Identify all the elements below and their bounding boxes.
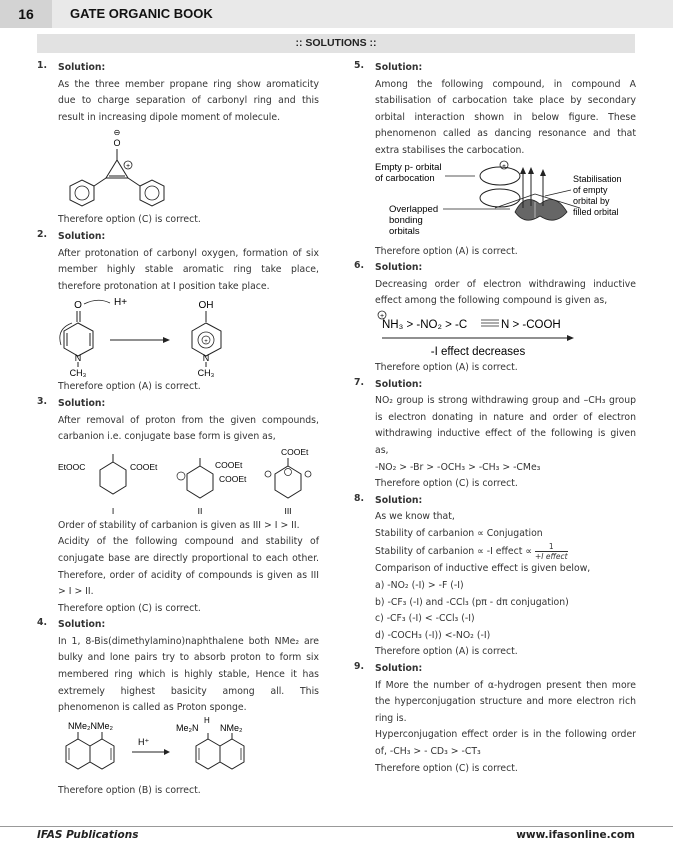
left-column xyxy=(37,60,319,799)
svg-text:of carbocation: of carbocation xyxy=(375,172,435,184)
svg-text:N > -COOH: N > -COOH xyxy=(501,318,561,331)
solution-line: Acidity of the following compound and stability of conjugate base are directly proportional to each other. Therefore, order of acidity of compounds is given as III > I > II. xyxy=(58,536,319,598)
solution-answer: Therefore option (C) is correct. xyxy=(375,478,518,490)
svg-text:COOEt: COOEt xyxy=(130,461,158,472)
solution-line: As we know that, xyxy=(375,511,455,523)
fraction-prefix: Stability of carbanion ∝ -I effect ∝ xyxy=(375,546,532,558)
svg-text:N: N xyxy=(74,353,82,364)
svg-text:H⁺: H⁺ xyxy=(138,736,150,747)
solution-line: c) -CF₃ (-I) < -CCl₃ (-I) xyxy=(375,613,475,625)
solution-title: Solution: xyxy=(375,62,423,73)
svg-text:CH₃: CH₃ xyxy=(69,368,87,379)
solution-text: If More the number of α-hydrogen present then more the hyperconjugation structure and more electron rich ring is. xyxy=(375,679,636,724)
svg-text:NMe₂NMe₂: NMe₂NMe₂ xyxy=(68,720,113,731)
carbanion-figure xyxy=(58,446,323,518)
svg-text:II: II xyxy=(197,505,203,516)
svg-text:III: III xyxy=(284,505,292,516)
book-title: GATE ORGANIC BOOK xyxy=(70,6,213,21)
svg-text:Me₂N: Me₂N xyxy=(176,722,199,733)
solution-number: 1. xyxy=(37,60,48,71)
page-header xyxy=(0,0,673,28)
svg-text:bonding: bonding xyxy=(389,214,423,226)
svg-text:H+: H+ xyxy=(114,297,128,309)
right-column xyxy=(354,60,636,777)
pyridone-protonation-figure xyxy=(58,295,318,379)
proton-sponge-figure xyxy=(58,717,308,783)
solution-4 xyxy=(37,617,319,799)
svg-text:EtOOC: EtOOC xyxy=(58,461,86,472)
solution-line: Comparison of inductive effect is given below, xyxy=(375,563,591,575)
solution-answer: Therefore option (A) is correct. xyxy=(58,381,201,393)
solution-title: Solution: xyxy=(375,378,423,390)
solution-line: b) -CF₃ (-I) and -CCl₃ (pπ - dπ conjugation) xyxy=(375,596,569,608)
solution-answer: Therefore option (A) is correct. xyxy=(375,245,518,257)
solution-text: After protonation of carbonyl oxygen, formation of six member highly stable aromatic ring take place, therefore protonation at I position take place. xyxy=(58,247,319,292)
solution-number: 2. xyxy=(37,228,48,240)
svg-text:NH₃ > -NO₂ > -C: NH₃ > -NO₂ > -C xyxy=(382,318,468,331)
page-footer xyxy=(37,829,635,841)
svg-text:+: + xyxy=(204,339,208,346)
svg-text:CH₃: CH₃ xyxy=(197,368,215,379)
svg-text:filled orbital: filled orbital xyxy=(573,206,619,217)
solution-title: Solution: xyxy=(375,262,423,274)
section-band: :: SOLUTIONS :: xyxy=(37,34,635,53)
svg-text:H: H xyxy=(204,716,210,725)
solution-title: Solution: xyxy=(58,230,106,242)
fraction xyxy=(535,542,568,561)
solution-title: Solution: xyxy=(58,397,106,409)
solution-2 xyxy=(37,229,319,396)
solution-text: NO₂ group is strong withdrawing group and –CH₃ group is electron donating in nature and order of electron withdrawing inductive effect of the following is given as, xyxy=(375,395,636,456)
solution-number: 8. xyxy=(354,492,365,504)
solution-answer: Therefore option (B) is correct. xyxy=(58,784,201,796)
svg-text:+: + xyxy=(125,163,131,171)
svg-text:I: I xyxy=(111,505,115,516)
solution-answer: Therefore option (A) is correct. xyxy=(375,646,518,658)
solution-answer: Therefore option (C) is correct. xyxy=(375,762,518,774)
page-number: 16 xyxy=(0,0,52,28)
svg-text:O: O xyxy=(74,300,82,312)
svg-text:Overlapped: Overlapped xyxy=(389,203,439,215)
solution-5 xyxy=(354,60,636,260)
svg-text:Stabilisation: Stabilisation xyxy=(573,173,622,184)
solution-line: Stability of carbanion ∝ Conjugation xyxy=(375,527,543,539)
svg-text:+: + xyxy=(502,163,506,170)
solution-number: 7. xyxy=(354,376,365,388)
fraction-denominator: +I effect xyxy=(534,552,568,562)
solution-title: Solution: xyxy=(58,619,106,631)
svg-text:O: O xyxy=(113,138,121,149)
footer-divider xyxy=(0,826,673,827)
solution-line xyxy=(375,542,636,561)
solution-line: a) -NO₂ (-I) > -F (-I) xyxy=(375,580,464,592)
svg-text:orbital by: orbital by xyxy=(573,195,610,206)
svg-text:COOEt: COOEt xyxy=(219,473,247,484)
solution-answer: Therefore option (C) is correct. xyxy=(58,602,201,614)
svg-text:NMe₂: NMe₂ xyxy=(220,722,243,733)
solution-line: Order of stability of carbanion is given as III > I > II. xyxy=(58,519,300,531)
cyclopropenone-figure xyxy=(58,126,178,212)
solution-title: Solution: xyxy=(58,62,106,73)
solution-6 xyxy=(354,260,636,376)
solution-number: 9. xyxy=(354,661,365,673)
svg-text:+: + xyxy=(379,312,385,320)
footer-publisher: IFAS Publications xyxy=(37,829,139,841)
solution-answer: Therefore option (A) is correct. xyxy=(375,361,518,373)
svg-text:⊖: ⊖ xyxy=(113,128,121,138)
solution-text: After removal of proton from the given compounds, carbanion i.e. conjugate base form is given as, xyxy=(58,414,319,443)
inductive-order-figure xyxy=(375,310,580,360)
solution-answer: Therefore option (C) is correct. xyxy=(58,214,201,226)
solution-title: Solution: xyxy=(375,663,423,675)
solution-1 xyxy=(37,60,319,229)
fraction-numerator: 1 xyxy=(535,542,568,552)
solution-number: 5. xyxy=(354,60,365,71)
solution-title: Solution: xyxy=(375,494,423,506)
solution-9 xyxy=(354,661,636,777)
solution-8 xyxy=(354,493,636,661)
solution-line: -NO₂ > -Br > -OCH₃ > -CH₃ > -CMe₃ xyxy=(375,461,541,473)
solution-line: Hyperconjugation effect order is in the following order of, -CH₃ > - CD₃ > -CT₃ xyxy=(375,729,636,757)
solution-text: Among the following compound, in compound A stabilisation of carbocation take place by secondary orbital interaction shown in below figure. These phenomenon called as dancing resonance and that extra stabilises the carbocation. xyxy=(375,78,636,156)
svg-text:OH: OH xyxy=(198,300,214,312)
solution-number: 6. xyxy=(354,260,365,272)
svg-text:-I effect decreases: -I effect decreases xyxy=(430,345,526,358)
solution-text: In 1, 8-Bis(dimethylamino)naphthalene both NMe₂ are bulky and lone pairs try to absorb proton to form six membered ring which is highly stable, Hence it has extremely highest basicity among all. This phenomenon is called as Proton sponge. xyxy=(58,635,319,714)
svg-text:of empty: of empty xyxy=(573,184,608,195)
solution-text: As the three member propane ring show aromaticity due to charge separation of carbonyl ring and this result in increasing dipole moment of molecule. xyxy=(58,78,319,123)
solution-number: 4. xyxy=(37,617,48,629)
solution-number: 3. xyxy=(37,395,48,407)
footer-website[interactable]: www.ifasonline.com xyxy=(516,829,635,841)
svg-text:N: N xyxy=(202,353,210,364)
svg-text:Empty p- orbital: Empty p- orbital xyxy=(375,161,442,173)
solution-7 xyxy=(354,377,636,493)
solution-line: d) -COCH₃ (-I)) <-NO₂ (-I) xyxy=(375,629,491,641)
svg-text:COOEt: COOEt xyxy=(215,459,243,470)
dancing-resonance-figure xyxy=(375,160,637,244)
svg-text:orbitals: orbitals xyxy=(389,225,420,237)
svg-text:COOEt: COOEt xyxy=(281,446,309,457)
solution-text: Decreasing order of electron withdrawing inductive effect among the following compound is given as, xyxy=(375,278,636,307)
solution-3 xyxy=(37,396,319,617)
